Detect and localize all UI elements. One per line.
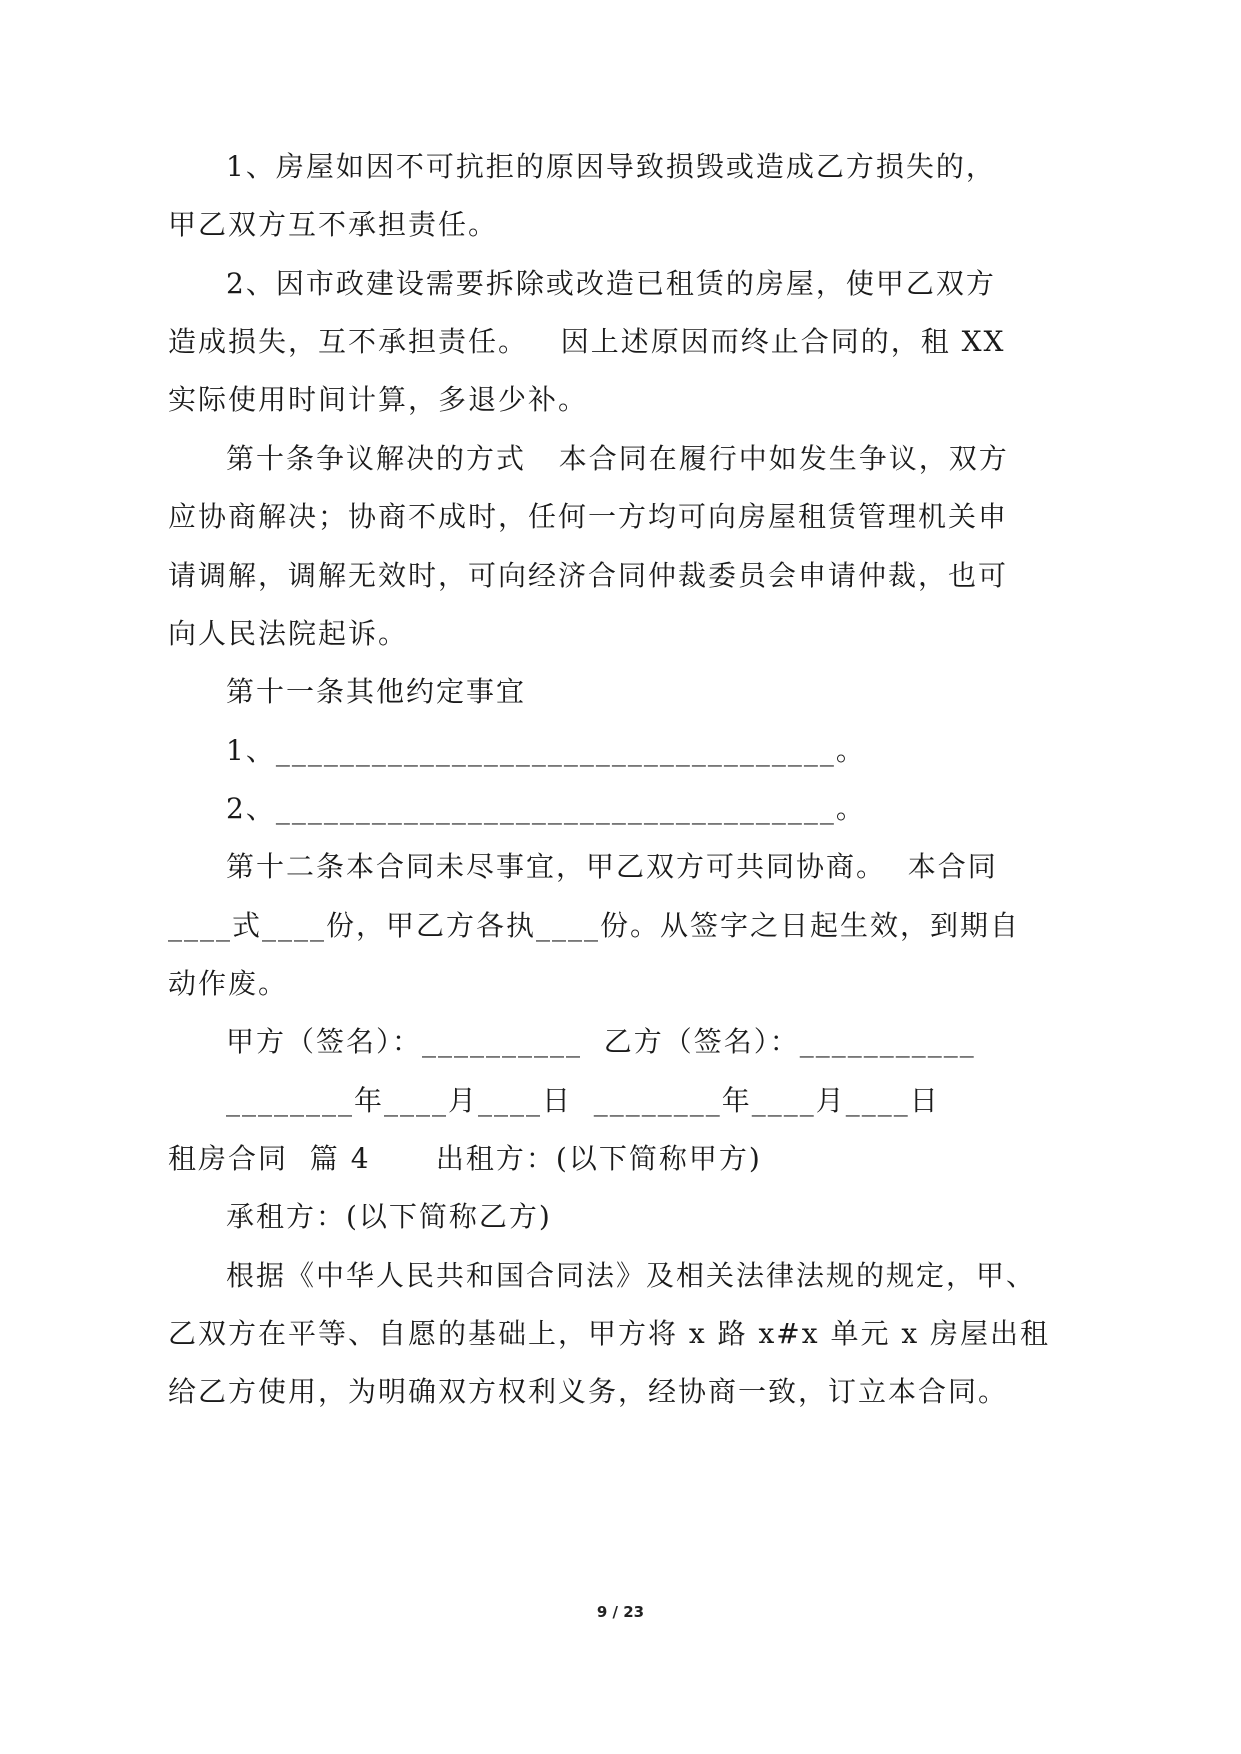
body-line: 根据《中华人民共和国合同法》及相关法律法规的规定，甲、 bbox=[226, 1259, 1037, 1292]
body-line: 1、房屋如因不可抗拒的原因导致损毁或造成乙方损失的， bbox=[226, 150, 996, 183]
section-heading-line: 第十一条其他约定事宜 bbox=[226, 675, 527, 708]
body-line: 请调解，调解无效时，可向经济合同仲裁委员会申请仲裁，也可 bbox=[168, 559, 1009, 592]
date-line: ________年____月____日 ________年____月____日 bbox=[226, 1084, 940, 1117]
body-line: 乙双方在平等、自愿的基础上，甲方将 x 路 x#x 单元 x 房屋出租 bbox=[168, 1317, 1051, 1350]
body-line: 实际使用时间计算，多退少补。 bbox=[168, 383, 589, 416]
body-line: 造成损失，互不承担责任。 因上述原因而终止合同的，租 XX bbox=[168, 325, 1006, 358]
section-heading-line: 第十二条本合同未尽事宜，甲乙双方可共同协商。 本合同 bbox=[226, 850, 998, 883]
body-line: 甲乙双方互不承担责任。 bbox=[168, 208, 499, 241]
blank-item-line: 1、___________________________________。 bbox=[226, 734, 866, 767]
blank-item-line: 2、___________________________________。 bbox=[226, 792, 866, 825]
signature-line: 甲方（签名）：__________ 乙方（签名）：___________ bbox=[226, 1025, 976, 1058]
body-line: 给乙方使用，为明确双方权利义务，经协商一致，订立本合同。 bbox=[168, 1375, 1009, 1408]
section-heading-line: 第十条争议解决的方式 本合同在履行中如发生争议，双方 bbox=[226, 442, 1009, 475]
body-line: 应协商解决；协商不成时，任何一方均可向房屋租赁管理机关申 bbox=[168, 500, 1009, 533]
page-number: 9 / 23 bbox=[596, 1603, 645, 1621]
body-line: 2、因市政建设需要拆除或改造已租赁的房屋，使甲乙双方 bbox=[226, 267, 996, 300]
body-line: 动作废。 bbox=[168, 967, 289, 1000]
body-line: 向人民法院起诉。 bbox=[168, 617, 409, 650]
contract-title-line: 租房合同 篇 4 出租方：(以下简称甲方) bbox=[168, 1142, 762, 1175]
body-line: 承租方：(以下简称乙方) bbox=[226, 1200, 552, 1233]
body-line: ____式____份，甲乙方各执____份。从签字之日起生效，到期自 bbox=[168, 909, 1021, 942]
